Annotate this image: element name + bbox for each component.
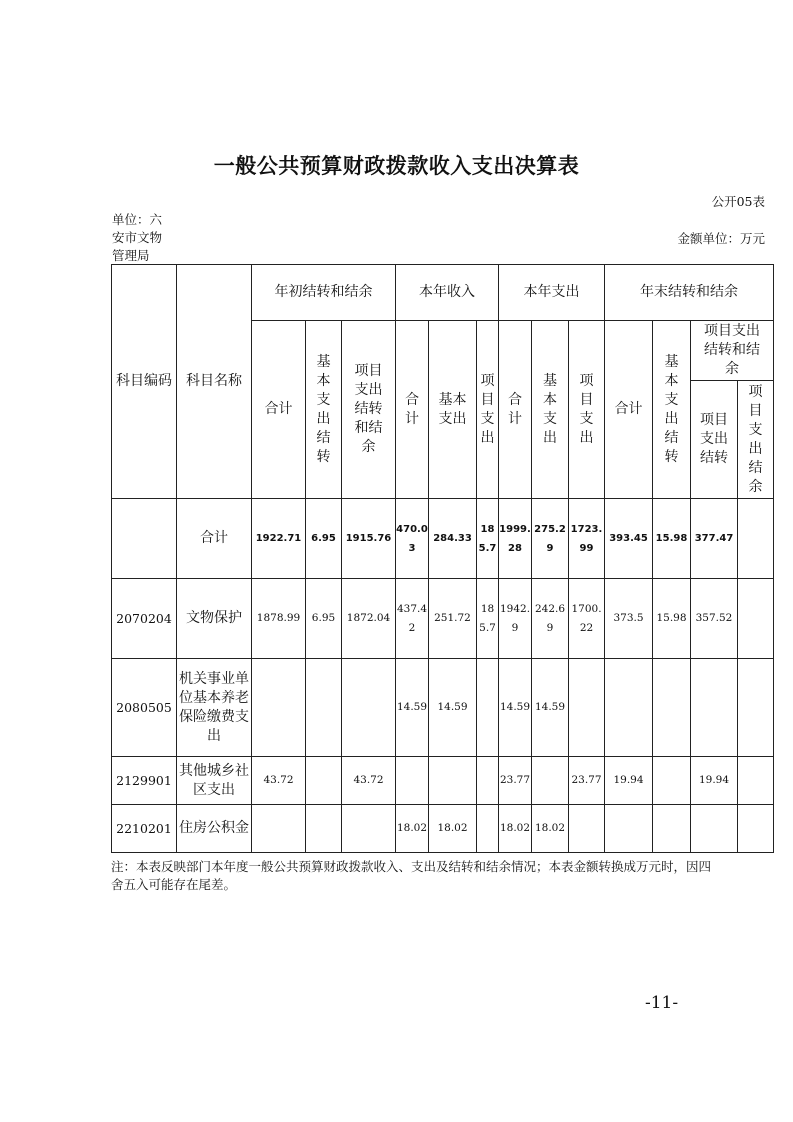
cell: 1915.76 [342, 499, 396, 579]
cell: 1700.22 [569, 579, 605, 659]
cell: 6.95 [306, 499, 342, 579]
cell [738, 499, 774, 579]
cell [653, 659, 691, 757]
header-income-basic: 基本支出 [438, 391, 467, 427]
cell [738, 757, 774, 805]
cell [569, 659, 605, 757]
cell: 6.95 [306, 579, 342, 659]
cell: 470.03 [396, 499, 429, 579]
cell: 251.72 [429, 579, 477, 659]
cell: 1723.99 [569, 499, 605, 579]
cell: 14.59 [396, 659, 429, 757]
cell: 284.33 [429, 499, 477, 579]
cell [306, 659, 342, 757]
cell: 23.77 [499, 757, 532, 805]
cell [605, 805, 653, 853]
cell [342, 805, 396, 853]
cell [653, 757, 691, 805]
header-end-balance: 年末结转和结余 [605, 265, 774, 321]
cell: 185.7 [477, 579, 499, 659]
cell: 242.69 [532, 579, 569, 659]
cell: 15.98 [653, 499, 691, 579]
cell: 19.94 [605, 757, 653, 805]
cell [252, 659, 306, 757]
cell [396, 757, 429, 805]
cell [477, 659, 499, 757]
row-name: 合计 [177, 499, 252, 579]
row-code: 2080505 [112, 659, 177, 757]
cell: 14.59 [532, 659, 569, 757]
page-title: 一般公共预算财政拨款收入支出决算表 [213, 154, 580, 178]
cell: 377.47 [691, 499, 738, 579]
header-begin-total: 合计 [252, 321, 306, 499]
row-code: 2129901 [112, 757, 177, 805]
table-row [112, 805, 774, 853]
header-begin-basic: 基本支出结转 [316, 353, 331, 465]
row-name: 住房公积金 [177, 805, 252, 853]
page-number: -11- [645, 993, 679, 1013]
table-row [112, 579, 774, 659]
cell [653, 805, 691, 853]
money-unit-label: 金额单位：万元 [677, 231, 765, 246]
cell [532, 757, 569, 805]
cell: 15.98 [653, 579, 691, 659]
cell: 373.5 [605, 579, 653, 659]
header-code: 科目编码 [112, 265, 177, 499]
cell: 1999.28 [499, 499, 532, 579]
cell [429, 757, 477, 805]
cell: 18.02 [499, 805, 532, 853]
cell: 18.02 [429, 805, 477, 853]
cell: 23.77 [569, 757, 605, 805]
header-begin-balance: 年初结转和结余 [252, 265, 396, 321]
row-code: 2070204 [112, 579, 177, 659]
header-income-total: 合计 [405, 391, 419, 427]
row-name: 文物保护 [177, 579, 252, 659]
row-code: 2210201 [112, 805, 177, 853]
header-end-project-surplus: 项目支出结余 [748, 383, 763, 495]
cell [342, 659, 396, 757]
cell: 357.52 [691, 579, 738, 659]
row-code [112, 499, 177, 579]
cell: 275.29 [532, 499, 569, 579]
table-footnote: 注：本表反映部门本年度一般公共预算财政拨款收入、支出及结转和结余情况；本表金额转换成万元时，因四舍五入可能存在尾差。 [111, 859, 712, 892]
cell: 1878.99 [252, 579, 306, 659]
header-end-total: 合计 [605, 321, 653, 499]
cell: 43.72 [252, 757, 306, 805]
cell [605, 659, 653, 757]
header-year-income: 本年收入 [396, 265, 499, 321]
cell [691, 805, 738, 853]
header-expense-total: 合计 [508, 391, 522, 427]
cell [252, 805, 306, 853]
cell [691, 659, 738, 757]
cell [477, 757, 499, 805]
header-income-project: 项目支出 [480, 372, 495, 446]
header-end-project-carry: 项目支出结转 [699, 412, 728, 466]
cell: 19.94 [691, 757, 738, 805]
row-name: 机关事业单位基本养老保险缴费支出 [177, 659, 252, 757]
cell: 18.02 [532, 805, 569, 853]
header-end-project-group: 项目支出结转和结余 [703, 323, 760, 377]
cell: 43.72 [342, 757, 396, 805]
cell [477, 805, 499, 853]
cell: 14.59 [499, 659, 532, 757]
header-end-basic: 基本支出结转 [664, 353, 679, 465]
cell: 437.42 [396, 579, 429, 659]
table-row [112, 499, 774, 579]
cell [738, 805, 774, 853]
header-begin-project: 项目支出结转和结余 [354, 363, 383, 455]
header-year-expense: 本年支出 [499, 265, 605, 321]
cell: 393.45 [605, 499, 653, 579]
header-name: 科目名称 [177, 265, 252, 499]
cell [569, 805, 605, 853]
row-name: 其他城乡社区支出 [177, 757, 252, 805]
cell: 1922.71 [252, 499, 306, 579]
cell [738, 579, 774, 659]
cell: 185.7 [477, 499, 499, 579]
cell [306, 757, 342, 805]
cell: 1942.9 [499, 579, 532, 659]
cell [738, 659, 774, 757]
header-expense-basic: 基本支出 [543, 372, 557, 446]
form-number: 公开05表 [711, 194, 765, 209]
header-expense-project: 项目支出 [579, 372, 594, 446]
table-row [112, 659, 774, 757]
unit-label: 单位：六安市文物管理局 [112, 212, 163, 263]
table-row [112, 757, 774, 805]
budget-table [111, 264, 774, 853]
cell: 1872.04 [342, 579, 396, 659]
cell: 14.59 [429, 659, 477, 757]
cell [306, 805, 342, 853]
cell: 18.02 [396, 805, 429, 853]
